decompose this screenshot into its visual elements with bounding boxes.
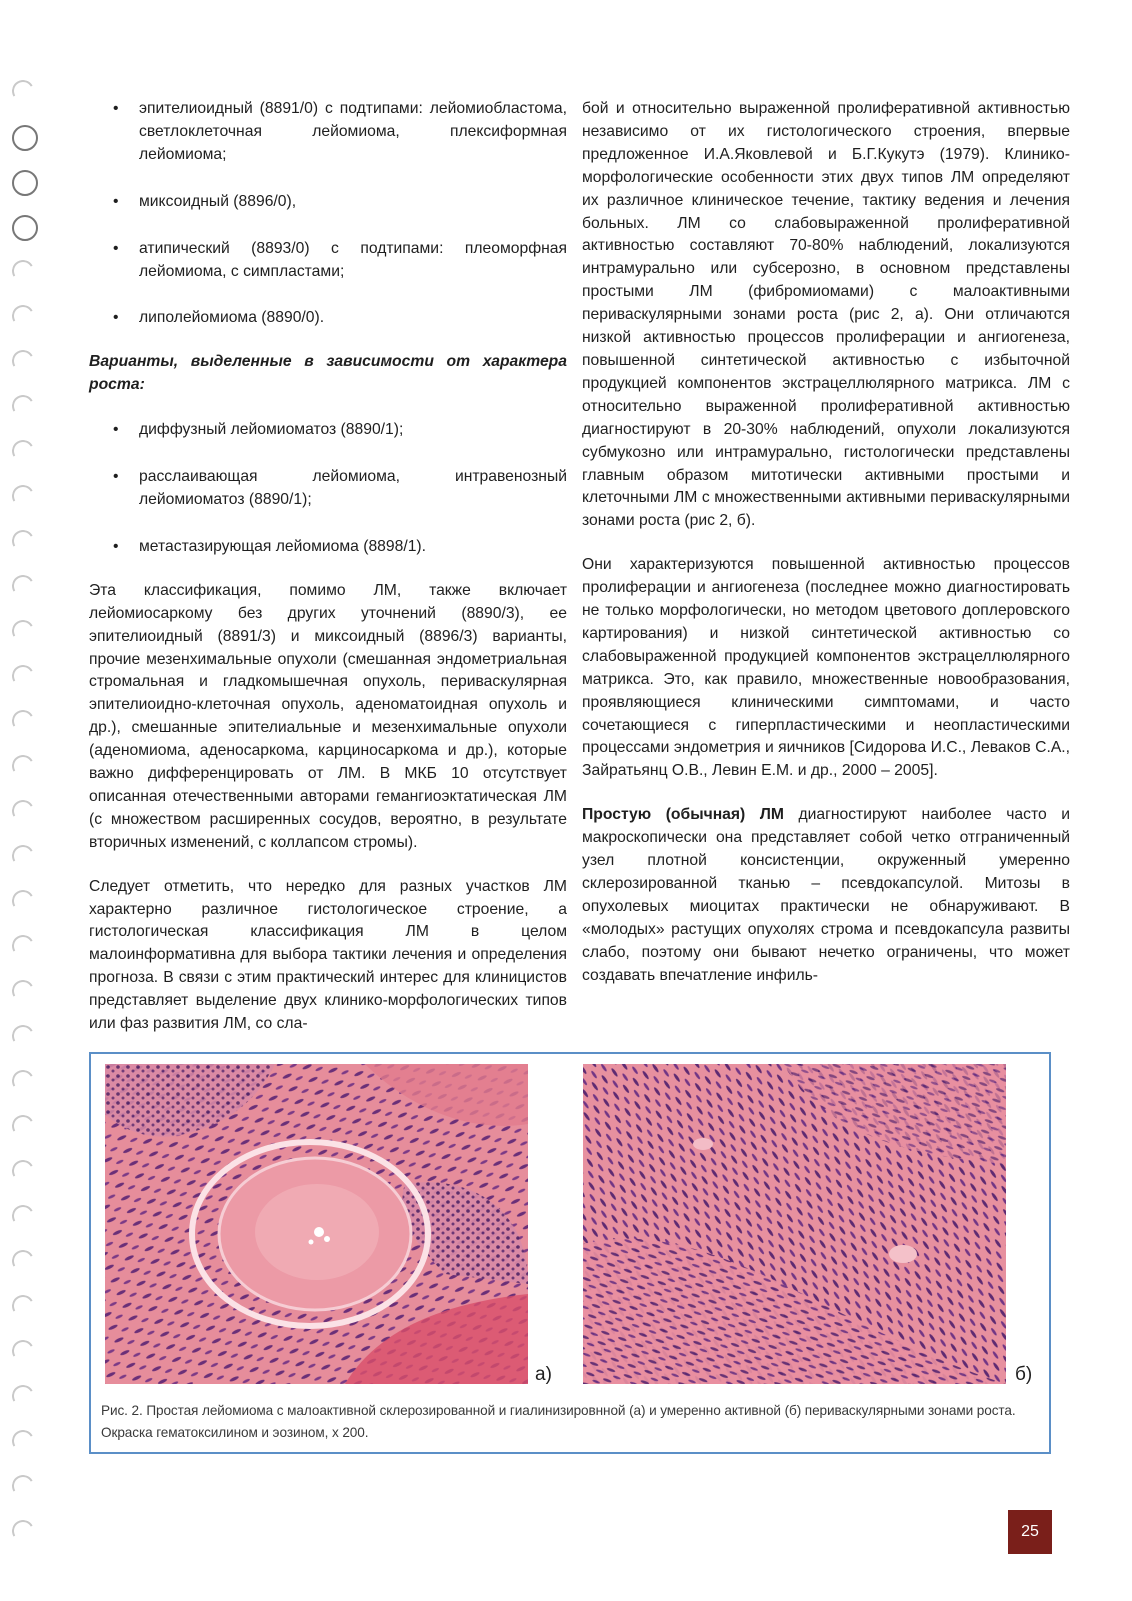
micrograph-a <box>105 1064 528 1384</box>
binder-ring <box>12 125 38 151</box>
paragraph: бой и относительно выраженной пролиферативной активностью независимо от их гистологического строения, впервые предложенное И.А.Яковлевой и Б.Г.Кукутэ (1979). Клинико-морфологические особенности этих двух типов ЛМ определяют их различное клиническое течение, тактику ведения и лечения больных. ЛМ со слабовыраженной пролиферативной активностью составляют 70-80% наблюдений, локализуются интрамурально или субсерозно, в основном представлены простыми ЛМ (фибромиомами) с малоактивными периваскулярными зонами роста (рис 2, а). Они отличаются низкой активностью процессов пролиферации и ангиогенеза, повышенной синтетической активностью с избыточной продукцией компонентов экстрацеллюлярного матрикса. ЛМ с относительно выраженной пролиферативной активностью диагностируют в 20-30% наблюдений, опухоли локализуются субмукозно или интрамурально, гистологически представлены главным образом митотически активными простыми и клеточными ЛМ с множественными активными периваскулярными зонами роста (рис 2, б). <box>582 100 1070 530</box>
binder-ring <box>12 215 38 241</box>
list-item: • миксоидный (8896/0), <box>113 192 297 210</box>
micrograph-b <box>583 1064 1006 1384</box>
paragraph: Они характеризуются повышенной активностью процессов пролиферации и ангиогенеза (последнее можно диагностировать не только морфологически, но методом цветового доплеровского картирования) и низкой синтетической активностью со слабовыраженной продукцией компонентов экстрацеллюлярного матрикса. Это, как правило, множественные новообразования, проявляющиеся клиническими симптомами, и часто сочетающиеся с гиперпластическими и неопластическими процессами эндометрия и яичников [Сидорова И.С., Леваков С.А., Зайратьянц О.В., Левин Е.М. и др., 2000 – 2005]. <box>582 556 1070 780</box>
binder-ring <box>10 78 37 105</box>
figure-caption: Рис. 2. Простая лейомиома с малоактивной склерозированной и гиалинизировнной (а) и умеренно активной (б) периваскулярными зонами роста. Окраска гематоксилином и эозином, х 200. <box>101 1403 1016 1440</box>
paragraph-lead: Простую (обычная) ЛМ <box>582 806 784 824</box>
page-number: 25 <box>1008 1510 1052 1554</box>
panel-label-b: б) <box>1015 1364 1033 1385</box>
binder-holes <box>12 80 42 1580</box>
list-item: • диффузный лейомиоматоз (8890/1); <box>113 421 404 439</box>
paragraph: Следует отметить, что нередко для разных участков ЛМ характерно различное гистологическое строение, а гистологическая классификация ЛМ в целом малоинформативна для выбора тактики лечения и определения прогноза. В связи с этим практический интерес для клиницистов представляет выделение двух клинико-морфологических типов или фаз развития ЛМ, со сла- <box>89 877 567 1033</box>
figure <box>89 1052 1051 1454</box>
list-item: • атипический (8893/0) с подтипами: плеоморфная лейомиома, с симпластами; <box>113 239 567 280</box>
binder-ring <box>12 170 38 196</box>
list-item: • эпителиоидный (8891/0) с подтипами: лейомиобластома, светлоклеточная лейомиома, плексиформная лейомиома; <box>113 100 567 163</box>
growth-variants-list <box>89 419 567 559</box>
histological-subtypes-list <box>89 98 567 330</box>
left-column <box>89 98 567 1036</box>
list-item: • липолейомиома (8890/0). <box>113 309 325 327</box>
right-column <box>582 98 1070 988</box>
list-item: • метастазирующая лейомиома (8898/1). <box>113 537 427 555</box>
paragraph: Простую (обычная) ЛМ диагностируют наиболее часто и макроскопически она представляет собой четко отграниченный узел плотной консистенции, окруженный умеренно склерозированной тканью – псевдокапсулой. Митозы в опухолевых миоцитах практически не обнаруживают. В «молодых» растущих опухолях строма и псевдокапсула развиты слабо, поэтому они бывают нечетко ограничены, что может создавать впечатление инфиль- <box>582 806 1070 984</box>
panel-label-a: а) <box>535 1364 552 1385</box>
list-item: • расслаивающая лейомиома, интравенозный лейомиоматоз (8890/1); <box>113 468 567 508</box>
paragraph: Эта классификация, помимо ЛМ, также включает лейомиосаркому без других уточнений (8890/3), ее эпителиоидный (8891/3) и миксоидный (8896/3) варианты, прочие мезенхимальные опухоли (смешанная эндометриальная стромальная и гладкомышечная опухоль, периваскулярная эпителиоидно-клеточная опухоль, аденоматоидная опухоль и др.), смешанные эпителиальные и мезенхимальные опухоли (аденомиома, аденосаркома, карциносаркома и др.), которые важно дифференцировать от ЛМ. В МКБ 10 отсутствует описанная отечественными авторами гемангиоэктатическая ЛМ (с множеством расширенных сосудов, вероятно, в результате вторичных изменений, с коллапсом стромы). <box>89 581 567 851</box>
subheading: Варианты, выделенные в зависимости от характера роста: <box>89 353 567 394</box>
